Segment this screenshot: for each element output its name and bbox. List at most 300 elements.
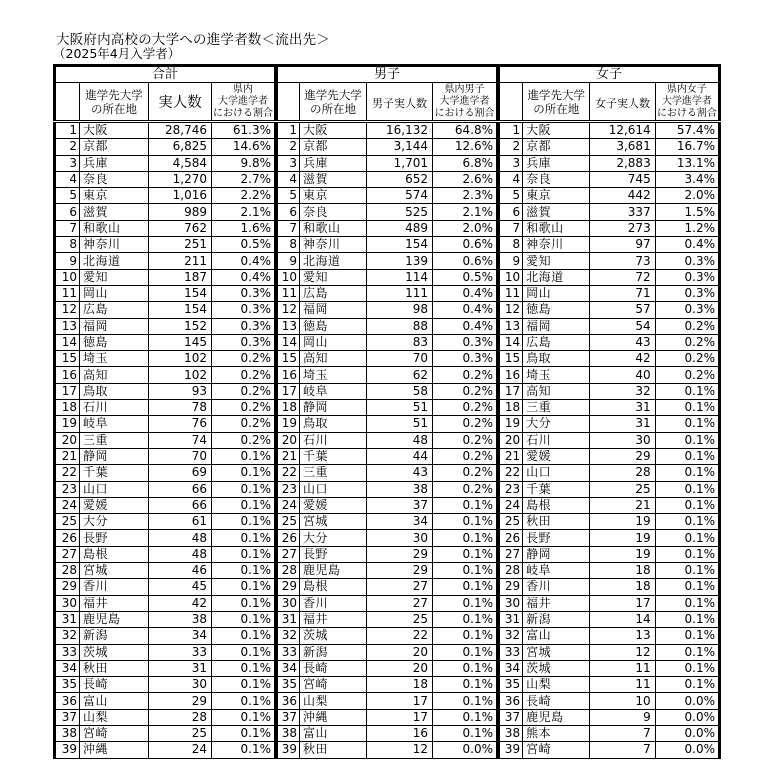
prefecture-cell: 島根 xyxy=(523,497,590,513)
ratio-cell: 0.2% xyxy=(433,383,498,399)
rank-cell: 25 xyxy=(500,514,523,530)
count-cell: 139 xyxy=(367,253,433,269)
prefecture-cell: 香川 xyxy=(80,579,149,595)
rank-cell: 7 xyxy=(55,220,80,236)
table-row xyxy=(55,269,276,285)
prefecture-cell: 兵庫 xyxy=(300,155,367,171)
header-line: 女子実人数 xyxy=(595,97,651,110)
ratio-cell: 0.1% xyxy=(433,693,498,709)
ratio-header xyxy=(212,83,276,122)
count-cell: 18 xyxy=(367,677,433,693)
ratio-cell: 0.1% xyxy=(655,660,719,676)
count-cell: 72 xyxy=(590,269,655,285)
count-cell: 48 xyxy=(149,530,212,546)
table-row xyxy=(55,416,276,432)
count-cell: 273 xyxy=(590,220,655,236)
ratio-cell: 0.2% xyxy=(433,481,498,497)
count-cell: 66 xyxy=(149,481,212,497)
ratio-cell: 0.1% xyxy=(212,660,276,676)
count-cell: 83 xyxy=(367,334,433,350)
rank-cell: 11 xyxy=(500,285,523,301)
prefecture-cell: 茨城 xyxy=(300,628,367,644)
ratio-cell: 0.6% xyxy=(433,253,498,269)
count-cell: 525 xyxy=(367,204,433,220)
header-line: 県内 xyxy=(233,83,253,95)
count-cell: 21 xyxy=(590,497,655,513)
ratio-cell: 0.1% xyxy=(433,644,498,660)
table-row xyxy=(278,514,498,530)
header-line: 県内男子 xyxy=(444,83,485,95)
rank-cell: 37 xyxy=(500,709,523,725)
prefecture-cell: 千葉 xyxy=(80,465,149,481)
prefecture-cell: 大分 xyxy=(80,514,149,530)
ratio-cell: 61.3% xyxy=(212,122,276,139)
ratio-cell: 0.1% xyxy=(655,644,719,660)
prefecture-cell: 滋賀 xyxy=(300,171,367,187)
ratio-cell: 0.1% xyxy=(212,514,276,530)
table-row xyxy=(55,595,276,611)
table-row xyxy=(55,660,276,676)
count-cell: 40 xyxy=(590,367,655,383)
table-row xyxy=(278,546,498,562)
rank-cell: 36 xyxy=(278,693,300,709)
table-row xyxy=(278,644,498,660)
count-cell: 69 xyxy=(149,465,212,481)
prefecture-cell: 香川 xyxy=(523,579,590,595)
table-row xyxy=(278,188,498,204)
rank-cell: 26 xyxy=(500,530,523,546)
count-cell: 13 xyxy=(590,628,655,644)
prefecture-cell: 山口 xyxy=(523,465,590,481)
ratio-cell: 0.1% xyxy=(212,546,276,562)
rank-cell: 17 xyxy=(278,383,300,399)
rank-cell: 37 xyxy=(278,709,300,725)
rank-cell: 5 xyxy=(55,188,80,204)
table-row xyxy=(278,465,498,481)
count-cell: 43 xyxy=(590,334,655,350)
table-row xyxy=(500,383,720,399)
rank-cell: 23 xyxy=(278,481,300,497)
ratio-cell: 2.6% xyxy=(433,171,498,187)
table-row xyxy=(500,448,720,464)
count-cell: 11 xyxy=(590,660,655,676)
ratio-cell: 0.2% xyxy=(212,416,276,432)
ratio-cell: 0.2% xyxy=(212,400,276,416)
prefecture-cell: 宮城 xyxy=(523,644,590,660)
ratio-cell: 0.1% xyxy=(212,611,276,627)
ratio-cell: 0.1% xyxy=(433,611,498,627)
rank-cell: 6 xyxy=(55,204,80,220)
table-row xyxy=(55,628,276,644)
count-cell: 28,746 xyxy=(149,122,212,139)
table-row xyxy=(55,334,276,350)
prefecture-cell: 静岡 xyxy=(523,546,590,562)
count-cell: 57 xyxy=(590,302,655,318)
rank-cell: 13 xyxy=(500,318,523,334)
count-cell: 989 xyxy=(149,204,212,220)
rows xyxy=(500,122,720,759)
rank-cell: 35 xyxy=(55,677,80,693)
ratio-cell: 2.0% xyxy=(655,188,719,204)
table-row xyxy=(500,171,720,187)
rank-header xyxy=(278,83,300,122)
count-cell: 70 xyxy=(149,448,212,464)
rank-cell: 14 xyxy=(55,334,80,350)
ratio-cell: 0.2% xyxy=(433,367,498,383)
count-cell: 66 xyxy=(149,497,212,513)
count-cell: 9 xyxy=(590,709,655,725)
table-row xyxy=(278,237,498,253)
ratio-cell: 0.1% xyxy=(212,530,276,546)
count-cell: 25 xyxy=(367,611,433,627)
prefecture-cell: 京都 xyxy=(80,139,149,155)
count-cell: 19 xyxy=(590,514,655,530)
prefecture-cell: 埼玉 xyxy=(80,351,149,367)
count-cell: 78 xyxy=(149,400,212,416)
table-row xyxy=(278,660,498,676)
header-line: 進学先大学 xyxy=(85,87,143,102)
table-row xyxy=(500,611,720,627)
table-row xyxy=(55,693,276,709)
rank-cell: 3 xyxy=(55,155,80,171)
rank-cell: 15 xyxy=(500,351,523,367)
count-cell: 1,270 xyxy=(149,171,212,187)
prefecture-cell: 高知 xyxy=(300,351,367,367)
table-row xyxy=(500,709,720,725)
count-cell: 4,584 xyxy=(149,155,212,171)
table-row xyxy=(278,448,498,464)
table-row xyxy=(278,351,498,367)
count-cell: 24 xyxy=(149,742,212,758)
prefecture-cell: 三重 xyxy=(300,465,367,481)
ratio-cell: 0.2% xyxy=(655,318,719,334)
table-row xyxy=(500,595,720,611)
count-cell: 1,701 xyxy=(367,155,433,171)
count-cell: 27 xyxy=(367,595,433,611)
ratio-cell: 1.6% xyxy=(212,220,276,236)
rank-cell: 6 xyxy=(278,204,300,220)
ratio-cell: 0.3% xyxy=(433,351,498,367)
rank-cell: 3 xyxy=(278,155,300,171)
table-row xyxy=(500,725,720,741)
ratio-cell: 0.1% xyxy=(212,563,276,579)
table-row xyxy=(500,514,720,530)
rank-cell: 28 xyxy=(55,563,80,579)
count-cell: 31 xyxy=(590,400,655,416)
prefecture-cell: 和歌山 xyxy=(523,220,590,236)
ratio-cell: 0.1% xyxy=(212,448,276,464)
ratio-cell: 0.1% xyxy=(655,416,719,432)
rank-cell: 31 xyxy=(278,611,300,627)
rank-cell: 16 xyxy=(500,367,523,383)
prefecture-cell: 鹿児島 xyxy=(523,709,590,725)
rank-cell: 29 xyxy=(55,579,80,595)
table-row xyxy=(500,318,720,334)
table-row xyxy=(55,383,276,399)
count-cell: 38 xyxy=(367,481,433,497)
count-cell: 28 xyxy=(149,709,212,725)
rank-cell: 28 xyxy=(278,563,300,579)
count-cell: 62 xyxy=(367,367,433,383)
count-header xyxy=(590,83,655,122)
prefecture-cell: 福岡 xyxy=(523,318,590,334)
prefecture-cell: 京都 xyxy=(300,139,367,155)
prefecture-cell: 沖縄 xyxy=(300,709,367,725)
ratio-cell: 0.2% xyxy=(212,383,276,399)
ratio-cell: 0.1% xyxy=(655,530,719,546)
prefecture-cell: 秋田 xyxy=(300,742,367,758)
count-cell: 29 xyxy=(367,563,433,579)
ratio-cell: 0.1% xyxy=(433,725,498,741)
table-row xyxy=(500,400,720,416)
table-row xyxy=(278,432,498,448)
count-cell: 152 xyxy=(149,318,212,334)
prefecture-cell: 京都 xyxy=(523,139,590,155)
count-cell: 442 xyxy=(590,188,655,204)
rank-cell: 31 xyxy=(55,611,80,627)
ratio-cell: 0.0% xyxy=(655,709,719,725)
prefecture-cell: 岡山 xyxy=(80,285,149,301)
ratio-cell: 0.1% xyxy=(655,383,719,399)
table-row xyxy=(278,269,498,285)
ratio-cell: 0.4% xyxy=(433,318,498,334)
ratio-cell: 0.1% xyxy=(655,546,719,562)
count-cell: 27 xyxy=(367,579,433,595)
rank-cell: 15 xyxy=(278,351,300,367)
rank-cell: 39 xyxy=(500,742,523,758)
table-row xyxy=(278,611,498,627)
prefecture-cell: 高知 xyxy=(523,383,590,399)
prefecture-cell: 茨城 xyxy=(523,660,590,676)
table-row xyxy=(500,334,720,350)
count-cell: 17 xyxy=(367,709,433,725)
count-cell: 17 xyxy=(590,595,655,611)
prefecture-cell: 三重 xyxy=(523,400,590,416)
ratio-cell: 0.1% xyxy=(212,595,276,611)
ratio-cell: 0.2% xyxy=(433,416,498,432)
rank-cell: 38 xyxy=(500,725,523,741)
rank-cell: 33 xyxy=(500,644,523,660)
prefecture-cell: 神奈川 xyxy=(300,237,367,253)
prefecture-cell: 三重 xyxy=(80,432,149,448)
rank-cell: 24 xyxy=(55,497,80,513)
ratio-cell: 14.6% xyxy=(212,139,276,155)
table-row xyxy=(500,367,720,383)
prefecture-cell: 山梨 xyxy=(80,709,149,725)
count-cell: 70 xyxy=(367,351,433,367)
ratio-cell: 0.1% xyxy=(212,497,276,513)
ratio-cell: 0.1% xyxy=(655,448,719,464)
ratio-cell: 0.1% xyxy=(212,628,276,644)
table-row xyxy=(500,628,720,644)
count-cell: 76 xyxy=(149,416,212,432)
rank-cell: 32 xyxy=(55,628,80,644)
count-cell: 51 xyxy=(367,416,433,432)
ratio-cell: 0.1% xyxy=(433,677,498,693)
count-cell: 20 xyxy=(367,660,433,676)
count-cell: 3,144 xyxy=(367,139,433,155)
count-cell: 145 xyxy=(149,334,212,350)
table-row xyxy=(55,139,276,155)
table-row xyxy=(278,742,498,758)
count-cell: 33 xyxy=(149,644,212,660)
prefecture-cell: 北海道 xyxy=(523,269,590,285)
table-row xyxy=(55,709,276,725)
header-line: における割合 xyxy=(434,107,495,119)
count-cell: 88 xyxy=(367,318,433,334)
rank-cell: 4 xyxy=(500,171,523,187)
table-row xyxy=(278,709,498,725)
count-cell: 28 xyxy=(590,465,655,481)
rank-cell: 13 xyxy=(278,318,300,334)
table-row xyxy=(55,171,276,187)
rank-cell: 38 xyxy=(278,725,300,741)
ratio-cell: 12.6% xyxy=(433,139,498,155)
count-cell: 37 xyxy=(367,497,433,513)
table-row xyxy=(278,481,498,497)
count-cell: 54 xyxy=(590,318,655,334)
prefecture-cell: 東京 xyxy=(523,188,590,204)
prefecture-cell: 大阪 xyxy=(523,122,590,139)
rank-cell: 20 xyxy=(500,432,523,448)
ratio-cell: 2.3% xyxy=(433,188,498,204)
prefecture-cell: 愛媛 xyxy=(523,448,590,464)
prefecture-cell: 東京 xyxy=(300,188,367,204)
count-cell: 31 xyxy=(149,660,212,676)
count-cell: 114 xyxy=(367,269,433,285)
table-row xyxy=(500,432,720,448)
ratio-cell: 0.3% xyxy=(212,318,276,334)
prefecture-cell: 鹿児島 xyxy=(80,611,149,627)
table-row xyxy=(500,351,720,367)
ratio-cell: 0.1% xyxy=(212,693,276,709)
ratio-cell: 0.2% xyxy=(655,367,719,383)
ratio-cell: 0.1% xyxy=(655,563,719,579)
location-header xyxy=(80,83,149,122)
count-cell: 652 xyxy=(367,171,433,187)
rank-cell: 10 xyxy=(278,269,300,285)
table-row xyxy=(500,465,720,481)
count-header xyxy=(367,83,433,122)
ratio-cell: 0.1% xyxy=(433,530,498,546)
count-cell: 16 xyxy=(367,725,433,741)
prefecture-cell: 兵庫 xyxy=(80,155,149,171)
rank-cell: 27 xyxy=(278,546,300,562)
ratio-cell: 1.5% xyxy=(655,204,719,220)
header-line: の所在地 xyxy=(533,101,580,116)
count-cell: 16,132 xyxy=(367,122,433,139)
prefecture-cell: 島根 xyxy=(80,546,149,562)
prefecture-cell: 埼玉 xyxy=(300,367,367,383)
count-cell: 1,016 xyxy=(149,188,212,204)
count-cell: 187 xyxy=(149,269,212,285)
prefecture-cell: 広島 xyxy=(80,302,149,318)
prefecture-cell: 大分 xyxy=(300,530,367,546)
table-row xyxy=(55,448,276,464)
ratio-cell: 0.5% xyxy=(212,237,276,253)
table-row xyxy=(55,318,276,334)
ratio-cell: 0.1% xyxy=(655,481,719,497)
ratio-cell: 0.3% xyxy=(655,253,719,269)
table-row xyxy=(500,253,720,269)
count-cell: 20 xyxy=(367,644,433,660)
rank-cell: 20 xyxy=(55,432,80,448)
rank-cell: 25 xyxy=(55,514,80,530)
count-cell: 2,883 xyxy=(590,155,655,171)
count-cell: 30 xyxy=(367,530,433,546)
rank-cell: 12 xyxy=(55,302,80,318)
prefecture-cell: 山梨 xyxy=(300,693,367,709)
rank-cell: 24 xyxy=(500,497,523,513)
table-row xyxy=(55,237,276,253)
rank-cell: 16 xyxy=(278,367,300,383)
prefecture-cell: 石川 xyxy=(80,400,149,416)
table-row xyxy=(55,742,276,758)
table-row xyxy=(55,497,276,513)
count-cell: 34 xyxy=(149,628,212,644)
prefecture-cell: 長野 xyxy=(523,530,590,546)
prefecture-cell: 愛媛 xyxy=(300,497,367,513)
rank-cell: 9 xyxy=(278,253,300,269)
table-row xyxy=(55,644,276,660)
prefecture-cell: 徳島 xyxy=(300,318,367,334)
ratio-cell: 0.1% xyxy=(433,546,498,562)
table-row xyxy=(500,155,720,171)
count-cell: 45 xyxy=(149,579,212,595)
prefecture-cell: 富山 xyxy=(300,725,367,741)
rank-cell: 11 xyxy=(55,285,80,301)
header-line: の所在地 xyxy=(91,101,137,116)
count-cell: 42 xyxy=(590,351,655,367)
count-cell: 17 xyxy=(367,693,433,709)
count-header xyxy=(149,83,212,122)
ratio-cell: 0.0% xyxy=(655,742,719,758)
rank-cell: 22 xyxy=(55,465,80,481)
count-cell: 29 xyxy=(367,546,433,562)
rows xyxy=(55,122,276,759)
prefecture-cell: 兵庫 xyxy=(523,155,590,171)
table-row xyxy=(55,351,276,367)
rank-cell: 13 xyxy=(55,318,80,334)
prefecture-cell: 石川 xyxy=(300,432,367,448)
header-line: の所在地 xyxy=(310,101,357,116)
rank-cell: 19 xyxy=(500,416,523,432)
table-row xyxy=(278,334,498,350)
table-row xyxy=(278,595,498,611)
count-cell: 12,614 xyxy=(590,122,655,139)
rank-cell: 39 xyxy=(55,742,80,758)
rank-cell: 36 xyxy=(55,693,80,709)
table-row xyxy=(278,383,498,399)
rank-cell: 8 xyxy=(500,237,523,253)
ratio-cell: 0.1% xyxy=(655,514,719,530)
page-subtitle: （2025年4月入学者） xyxy=(53,46,181,61)
rank-cell: 2 xyxy=(55,139,80,155)
table-row xyxy=(55,465,276,481)
rank-cell: 21 xyxy=(278,448,300,464)
table-row xyxy=(278,497,498,513)
ratio-cell: 6.8% xyxy=(433,155,498,171)
table-row xyxy=(500,579,720,595)
rank-cell: 1 xyxy=(500,122,523,139)
ratio-cell: 0.3% xyxy=(212,285,276,301)
rank-cell: 18 xyxy=(500,400,523,416)
ratio-cell: 0.1% xyxy=(655,579,719,595)
prefecture-cell: 熊本 xyxy=(523,725,590,741)
prefecture-cell: 静岡 xyxy=(80,448,149,464)
ratio-cell: 0.1% xyxy=(212,481,276,497)
table-row xyxy=(278,579,498,595)
